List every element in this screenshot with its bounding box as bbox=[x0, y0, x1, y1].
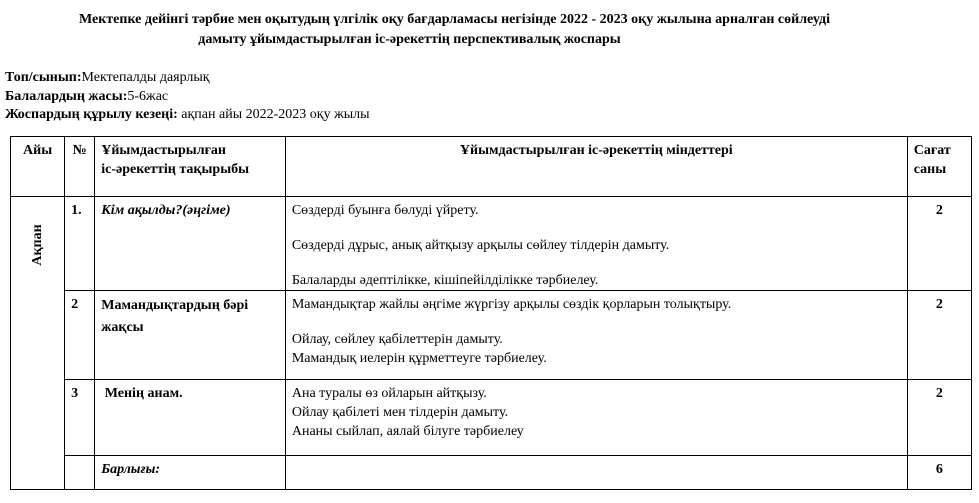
row-hours: 2 bbox=[907, 380, 971, 456]
meta-group bbox=[5, 68, 210, 87]
meta-age bbox=[5, 87, 168, 106]
row-hours: 2 bbox=[907, 291, 971, 380]
task-item: Ойлау қабілеті мен тілдерін дамыту. bbox=[291, 405, 509, 420]
row-hours: 2 bbox=[907, 197, 971, 291]
period-label: Жоспардың құрылу кезеңі: bbox=[5, 107, 178, 122]
header-hours-line-2: саны bbox=[913, 162, 947, 177]
table-row bbox=[11, 380, 972, 456]
group-label: Топ/сынып: bbox=[5, 70, 82, 85]
header-topic-line-2: іс-әрекеттің тақырыбы bbox=[101, 162, 250, 177]
table-row bbox=[11, 291, 972, 380]
total-hours: 6 bbox=[907, 456, 971, 490]
task-item: Сөздерді буынға бөлуді үйрету. bbox=[291, 203, 479, 218]
row-topic: Менің анам. bbox=[95, 380, 286, 456]
header-num: № bbox=[65, 137, 95, 197]
row-topic: Кім ақылды?(әңгіме) bbox=[95, 197, 286, 291]
task-item: Мамандық иелерін құрметтеуге тәрбиелеу. bbox=[291, 351, 547, 366]
header-topic bbox=[95, 137, 286, 197]
header-topic-line-1: Ұйымдастырылған bbox=[101, 143, 226, 158]
row-tasks bbox=[285, 291, 907, 380]
row-tasks bbox=[285, 197, 907, 291]
month-label: Ақпан bbox=[30, 224, 45, 266]
header-month: Айы bbox=[11, 137, 65, 197]
total-tasks-cell bbox=[285, 456, 907, 490]
header-hours-line-1: Сағат bbox=[913, 143, 951, 158]
header-tasks: Ұйымдастырылған іс-әрекеттің міндеттері bbox=[285, 137, 907, 197]
row-num: 2 bbox=[65, 291, 95, 380]
age-label: Балалардың жасы: bbox=[5, 89, 128, 104]
task-item: Мамандықтар жайлы әңгіме жүргізу арқылы сөздік қорларын толықтыру. bbox=[291, 297, 732, 312]
header-hours bbox=[907, 137, 971, 197]
total-num-cell bbox=[65, 456, 95, 490]
row-num: 3 bbox=[65, 380, 95, 456]
table-header-row bbox=[11, 137, 972, 197]
task-item: Ойлау, сөйлеу қабілеттерін дамыту. bbox=[291, 332, 503, 347]
meta-period bbox=[5, 105, 370, 124]
total-label: Барлығы: bbox=[95, 456, 286, 490]
row-tasks bbox=[285, 380, 907, 456]
total-row bbox=[11, 456, 972, 490]
group-value: Мектепалды даярлық bbox=[81, 70, 210, 85]
plan-table bbox=[10, 136, 972, 490]
task-item: Ананы сыйлап, аялай білуге тәрбиелеу bbox=[291, 424, 524, 439]
title-line-2: дамыту ұйымдастырылған іс-әрекеттің перспективалық жоспары bbox=[198, 32, 621, 47]
month-cell bbox=[11, 197, 65, 490]
task-item: Балаларды әдептілікке, кішіпейілділікке тәрбиелеу. bbox=[291, 273, 599, 288]
table-row bbox=[11, 197, 972, 291]
period-value: ақпан айы 2022-2023 оқу жылы bbox=[177, 107, 370, 122]
title-line-1: Мектепке дейінгі тәрбие мен оқытудың үлгілік оқу бағдарламасы негізінде 2022 - 2023 оқу жылына арналған сөйлеуді bbox=[78, 12, 831, 27]
task-item: Ана туралы өз ойларын айтқызу. bbox=[291, 386, 487, 401]
age-value: 5-6жас bbox=[127, 89, 169, 104]
task-item: Сөздерді дұрыс, анық айтқызу арқылы сөйлеу тілдерін дамыту. bbox=[291, 238, 670, 253]
document-title bbox=[0, 10, 979, 50]
row-num: 1. bbox=[65, 197, 95, 291]
row-topic: Мамандықтардың бәрі жақсы bbox=[95, 291, 286, 380]
